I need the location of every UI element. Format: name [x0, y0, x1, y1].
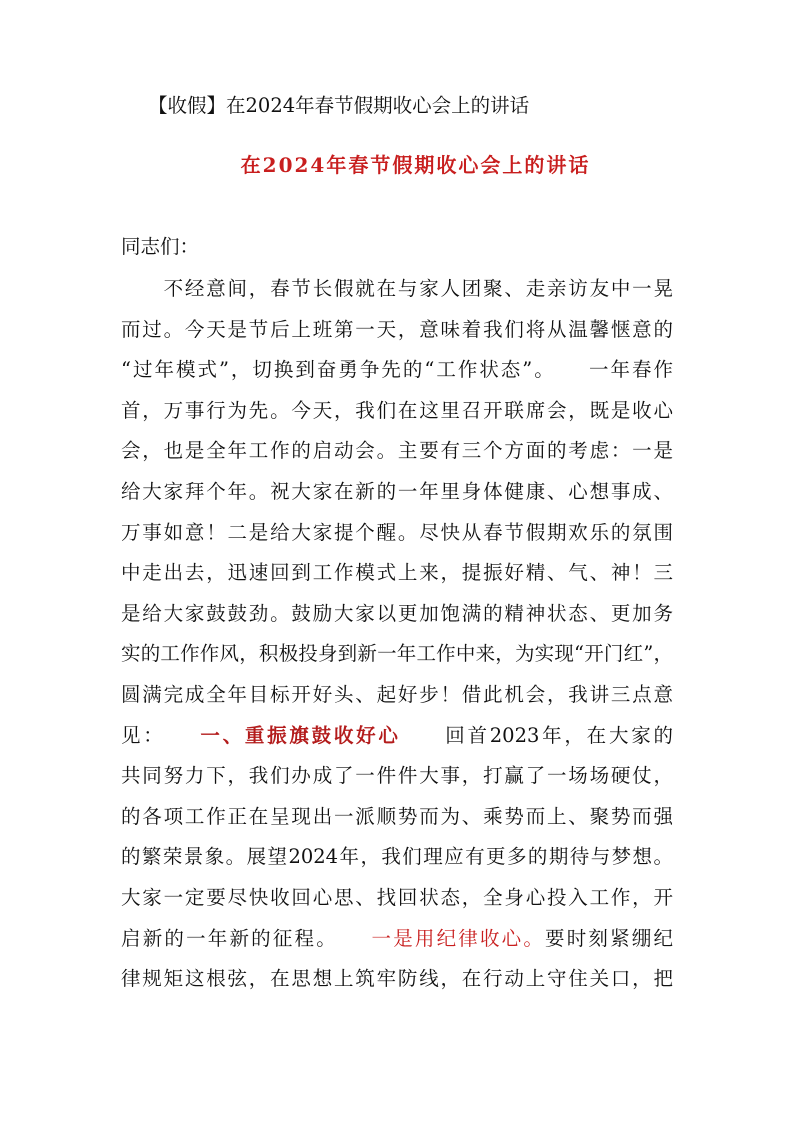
body-line [121, 681, 673, 709]
body-text-segment: 圆满完成全年目标开好头、起好步！借此机会，我讲三点意 [121, 683, 673, 706]
body-text-segment: 要时刻紧绷纪 [545, 926, 673, 950]
body-text-segment: 给大家拜个年。祝大家在新的一年里身体健康、心想事成、 [121, 480, 673, 503]
body-line [121, 722, 673, 750]
body-line [121, 478, 673, 506]
body-line [121, 884, 673, 912]
body-line [121, 437, 673, 465]
body-line [121, 925, 673, 953]
body-line [121, 275, 673, 303]
body-text-segment: 不经意间，春节长假就在与家人团聚、走亲访友中一晃 [121, 277, 673, 300]
body-line [121, 843, 673, 871]
body-line [121, 316, 673, 344]
body-text-segment: 万事如意！二是给大家提个醒。尽快从春节假期欢乐的氛围 [121, 520, 673, 544]
body-text-segment: 会，也是全年工作的启动会。主要有三个方面的考虑：一是 [121, 439, 673, 463]
body-text-segment: 大家一定要尽快收回心思、找回状态，全身心投入工作，开 [121, 886, 673, 909]
body-text-segment: 共同努力下，我们办成了一件件大事，打赢了一场场硬仗， [121, 764, 673, 788]
body-text-segment: 律规矩这根弦，在思想上筑牢防线，在行动上守住关口，把 [121, 967, 673, 991]
body-text-segment: “过年模式”，切换到奋勇争先的“工作状态”。 一年春作 [121, 358, 673, 382]
body-text-segment: 见： [121, 723, 201, 747]
body-line [121, 640, 673, 668]
speech-title: 在2024年春节假期收心会上的讲话 [240, 153, 591, 177]
body-line [121, 519, 673, 547]
body-text-segment: 首，万事行为先。今天，我们在这里召开联席会，既是收心 [121, 398, 673, 422]
body-line [121, 762, 673, 790]
body-line [121, 356, 673, 384]
body-text-segment: 回首2023年，在大家的 [400, 723, 673, 747]
body-line [121, 559, 673, 587]
body-text-segment: 实的工作作风，积极投身到新一年工作中来，为实现“开门红”， [121, 642, 673, 666]
document-header-title: 【收假】在2024年春节假期收心会上的讲话 [148, 94, 530, 117]
body-text-segment: 而过。今天是节后上班第一天，意味着我们将从温馨惬意的 [121, 317, 673, 341]
body-text-segment: 的繁荣景象。展望2024年，我们理应有更多的期待与梦想。 [121, 845, 673, 869]
body-line [121, 600, 673, 628]
body-text-segment: 中走出去，迅速回到工作模式上来，提振好精、气、神！三 [121, 561, 673, 585]
body-line [121, 965, 673, 993]
salutation: 同志们： [121, 235, 200, 258]
body-text-segment: 启新的一年新的征程。 [121, 926, 372, 950]
body-text-segment: 的各项工作正在呈现出一派顺势而为、乘势而上、聚势而强 [121, 804, 673, 828]
body-line [121, 803, 673, 831]
body-line [121, 397, 673, 425]
body-text-segment: 是给大家鼓鼓劲。鼓励大家以更加饱满的精神状态、更加务 [121, 601, 673, 625]
section-heading: 一、重振旗鼓收好心 [200, 723, 401, 747]
emphasis-phrase: 一是用纪律收心。 [371, 926, 546, 950]
